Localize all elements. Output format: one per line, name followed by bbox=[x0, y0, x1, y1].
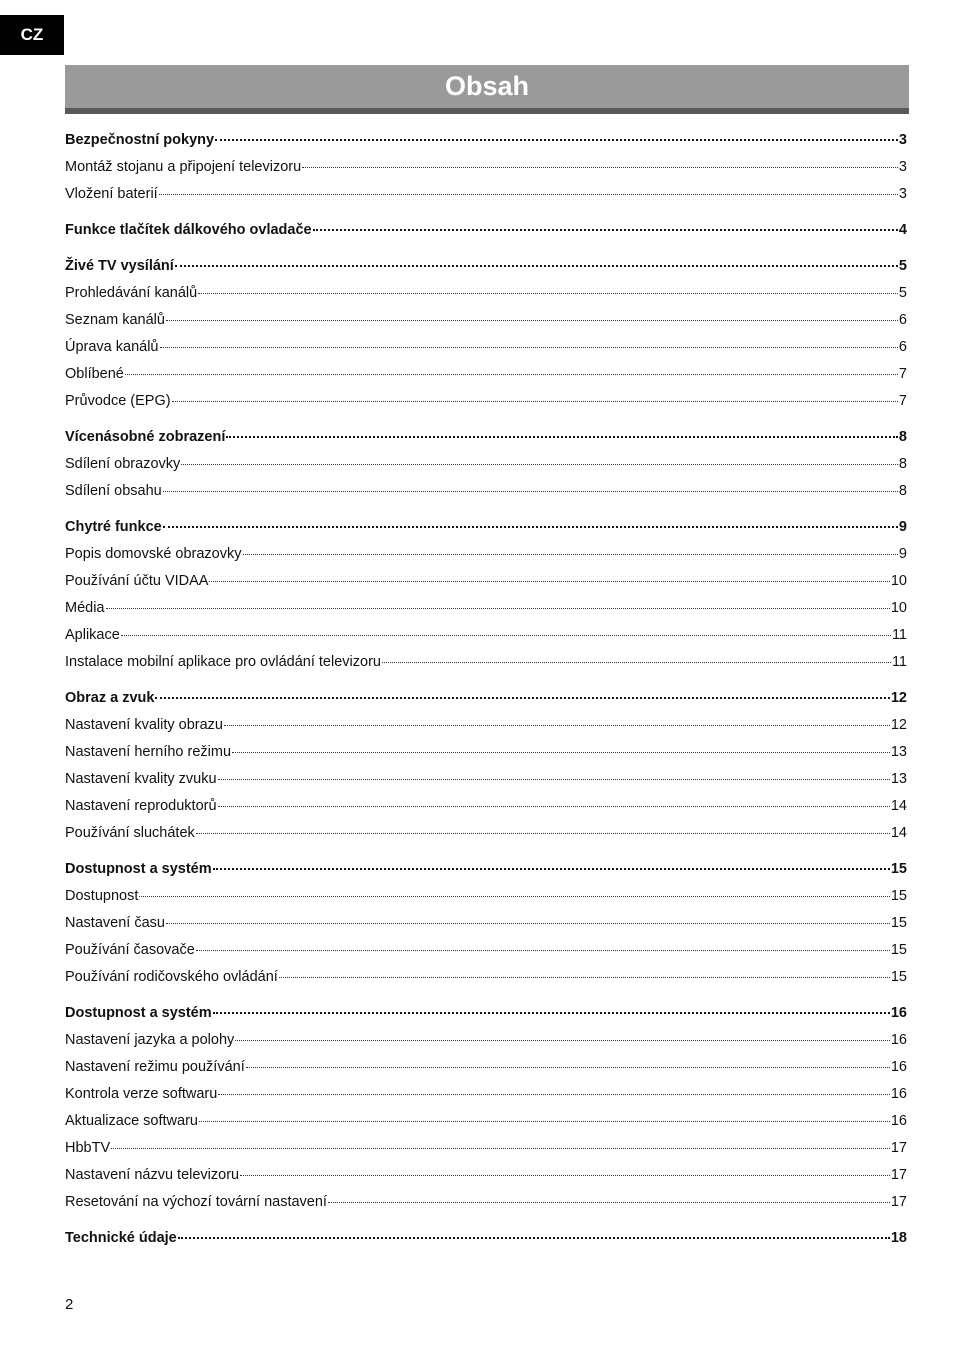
entry-title: Používání rodičovského ovládání bbox=[65, 969, 278, 985]
entry-title: HbbTV bbox=[65, 1140, 111, 1156]
toc-section bbox=[65, 132, 907, 213]
language-badge bbox=[0, 15, 64, 55]
entry-page: 15 bbox=[890, 861, 907, 877]
entry-title: Používání sluchátek bbox=[65, 825, 195, 841]
page-number: 2 bbox=[65, 1296, 74, 1313]
dot-leader bbox=[166, 923, 890, 924]
entry-page: 14 bbox=[890, 825, 907, 841]
entry-title: Vícenásobné zobrazení bbox=[65, 429, 226, 445]
toc-entry[interactable] bbox=[65, 1113, 907, 1140]
toc-entry[interactable] bbox=[65, 339, 907, 366]
dot-leader bbox=[172, 401, 898, 402]
dot-leader bbox=[121, 635, 891, 636]
toc-entry[interactable] bbox=[65, 456, 907, 483]
entry-title: Dostupnost a systém bbox=[65, 861, 212, 877]
toc-entry[interactable] bbox=[65, 393, 907, 420]
toc-entry[interactable] bbox=[65, 717, 907, 744]
toc-entry[interactable] bbox=[65, 915, 907, 942]
toc-section bbox=[65, 1230, 907, 1257]
toc-entry[interactable] bbox=[65, 1032, 907, 1059]
entry-page: 6 bbox=[898, 339, 907, 355]
toc-entry[interactable] bbox=[65, 1086, 907, 1113]
toc-entry[interactable] bbox=[65, 825, 907, 852]
dot-leader bbox=[235, 1040, 890, 1041]
entry-title: Obraz a zvuk bbox=[65, 690, 155, 706]
toc-section bbox=[65, 1005, 907, 1221]
toc-section-entry[interactable] bbox=[65, 690, 907, 717]
entry-title: Bezpečnostní pokyny bbox=[65, 132, 215, 148]
toc-section bbox=[65, 429, 907, 510]
entry-title: Instalace mobilní aplikace pro ovládání televizoru bbox=[65, 654, 381, 670]
toc-entry[interactable] bbox=[65, 186, 907, 213]
entry-page: 15 bbox=[890, 942, 907, 958]
dot-leader bbox=[198, 293, 898, 294]
dot-leader bbox=[218, 1094, 890, 1095]
entry-page: 16 bbox=[890, 1005, 907, 1021]
table-of-contents bbox=[65, 132, 907, 1266]
entry-title: Resetování na výchozí tovární nastavení bbox=[65, 1194, 327, 1210]
entry-title: Média bbox=[65, 600, 105, 616]
toc-section-entry[interactable] bbox=[65, 1005, 907, 1032]
toc-section bbox=[65, 258, 907, 420]
entry-title: Sdílení obrazovky bbox=[65, 456, 181, 472]
entry-title: Technické údaje bbox=[65, 1230, 177, 1246]
dot-leader bbox=[243, 554, 898, 555]
entry-title: Funkce tlačítek dálkového ovladače bbox=[65, 222, 312, 238]
entry-page: 10 bbox=[890, 573, 907, 589]
dot-leader bbox=[111, 1148, 890, 1149]
entry-title: Popis domovské obrazovky bbox=[65, 546, 242, 562]
dot-leader bbox=[328, 1202, 890, 1203]
entry-page: 8 bbox=[898, 429, 907, 445]
dot-leader bbox=[313, 229, 898, 231]
entry-page: 16 bbox=[890, 1086, 907, 1102]
dot-leader bbox=[159, 194, 898, 195]
toc-section-entry[interactable] bbox=[65, 132, 907, 159]
toc-entry[interactable] bbox=[65, 600, 907, 627]
entry-title: Aktualizace softwaru bbox=[65, 1113, 198, 1129]
entry-title: Prohledávání kanálů bbox=[65, 285, 198, 301]
entry-title: Úprava kanálů bbox=[65, 339, 159, 355]
entry-title: Používání účtu VIDAA bbox=[65, 573, 209, 589]
toc-section-entry[interactable] bbox=[65, 1230, 907, 1257]
toc-entry[interactable] bbox=[65, 888, 907, 915]
language-label: CZ bbox=[20, 25, 44, 44]
dot-leader bbox=[213, 868, 890, 870]
toc-entry[interactable] bbox=[65, 312, 907, 339]
entry-title: Dostupnost bbox=[65, 888, 139, 904]
entry-page: 17 bbox=[890, 1140, 907, 1156]
toc-entry[interactable] bbox=[65, 285, 907, 312]
entry-page: 16 bbox=[890, 1059, 907, 1075]
dot-leader bbox=[279, 977, 890, 978]
dot-leader bbox=[139, 896, 890, 897]
entry-title: Aplikace bbox=[65, 627, 120, 643]
page-title-bar bbox=[65, 65, 909, 114]
entry-title: Kontrola verze softwaru bbox=[65, 1086, 218, 1102]
toc-entry[interactable] bbox=[65, 366, 907, 393]
entry-page: 15 bbox=[890, 888, 907, 904]
dot-leader bbox=[163, 491, 898, 492]
dot-leader bbox=[382, 662, 891, 663]
dot-leader bbox=[240, 1175, 890, 1176]
entry-title: Průvodce (EPG) bbox=[65, 393, 171, 409]
entry-page: 6 bbox=[898, 312, 907, 328]
toc-section bbox=[65, 690, 907, 852]
dot-leader bbox=[160, 347, 898, 348]
dot-leader bbox=[232, 752, 890, 753]
toc-entry[interactable] bbox=[65, 798, 907, 825]
entry-page: 12 bbox=[890, 717, 907, 733]
dot-leader bbox=[106, 608, 890, 609]
entry-page: 10 bbox=[890, 600, 907, 616]
dot-leader bbox=[218, 779, 890, 780]
toc-entry[interactable] bbox=[65, 573, 907, 600]
toc-section bbox=[65, 222, 907, 249]
entry-title: Nastavení jazyka a polohy bbox=[65, 1032, 235, 1048]
toc-entry[interactable] bbox=[65, 627, 907, 654]
entry-title: Seznam kanálů bbox=[65, 312, 165, 328]
entry-page: 17 bbox=[890, 1194, 907, 1210]
dot-leader bbox=[209, 581, 889, 582]
toc-entry[interactable] bbox=[65, 1167, 907, 1194]
entry-page: 17 bbox=[890, 1167, 907, 1183]
dot-leader bbox=[181, 464, 898, 465]
dot-leader bbox=[226, 436, 898, 438]
entry-page: 7 bbox=[898, 366, 907, 382]
entry-title: Nastavení herního režimu bbox=[65, 744, 232, 760]
toc-entry[interactable] bbox=[65, 744, 907, 771]
entry-title: Nastavení kvality obrazu bbox=[65, 717, 223, 733]
dot-leader bbox=[224, 725, 890, 726]
toc-entry[interactable] bbox=[65, 1140, 907, 1167]
entry-page: 14 bbox=[890, 798, 907, 814]
toc-entry[interactable] bbox=[65, 1059, 907, 1086]
dot-leader bbox=[196, 833, 890, 834]
entry-page: 16 bbox=[890, 1113, 907, 1129]
toc-section-entry[interactable] bbox=[65, 519, 907, 546]
entry-page: 8 bbox=[898, 456, 907, 472]
dot-leader bbox=[155, 697, 889, 699]
entry-title: Živé TV vysílání bbox=[65, 258, 174, 274]
entry-page: 15 bbox=[890, 915, 907, 931]
dot-leader bbox=[166, 320, 898, 321]
entry-page: 7 bbox=[898, 393, 907, 409]
entry-page: 11 bbox=[891, 627, 907, 643]
page-title: Obsah bbox=[444, 71, 530, 101]
toc-entry[interactable] bbox=[65, 1194, 907, 1221]
dot-leader bbox=[246, 1067, 890, 1068]
entry-title: Chytré funkce bbox=[65, 519, 162, 535]
entry-page: 3 bbox=[898, 186, 907, 202]
entry-page: 9 bbox=[898, 519, 907, 535]
dot-leader bbox=[215, 139, 898, 141]
dot-leader bbox=[218, 806, 890, 807]
entry-page: 9 bbox=[898, 546, 907, 562]
toc-entry[interactable] bbox=[65, 483, 907, 510]
entry-page: 8 bbox=[898, 483, 907, 499]
entry-page: 13 bbox=[890, 771, 907, 787]
toc-entry[interactable] bbox=[65, 654, 907, 681]
entry-title: Nastavení režimu používání bbox=[65, 1059, 245, 1075]
entry-page: 13 bbox=[890, 744, 907, 760]
dot-leader bbox=[196, 950, 890, 951]
toc-entry[interactable] bbox=[65, 942, 907, 969]
entry-title: Sdílení obsahu bbox=[65, 483, 162, 499]
entry-page: 3 bbox=[898, 159, 907, 175]
toc-section bbox=[65, 861, 907, 996]
dot-leader bbox=[302, 167, 898, 168]
dot-leader bbox=[178, 1237, 890, 1239]
entry-title: Vložení baterií bbox=[65, 186, 158, 202]
toc-entry[interactable] bbox=[65, 969, 907, 996]
entry-title: Oblíbené bbox=[65, 366, 124, 382]
entry-title: Nastavení názvu televizoru bbox=[65, 1167, 240, 1183]
dot-leader bbox=[213, 1012, 890, 1014]
entry-title: Používání časovače bbox=[65, 942, 195, 958]
entry-page: 15 bbox=[890, 969, 907, 985]
dot-leader bbox=[163, 526, 898, 528]
entry-title: Nastavení reproduktorů bbox=[65, 798, 217, 814]
toc-section-entry[interactable] bbox=[65, 258, 907, 285]
entry-page: 16 bbox=[890, 1032, 907, 1048]
entry-page: 3 bbox=[898, 132, 907, 148]
toc-entry[interactable] bbox=[65, 546, 907, 573]
entry-page: 12 bbox=[890, 690, 907, 706]
dot-leader bbox=[199, 1121, 890, 1122]
entry-title: Montáž stojanu a připojení televizoru bbox=[65, 159, 302, 175]
dot-leader bbox=[175, 265, 898, 267]
dot-leader bbox=[125, 374, 898, 375]
toc-section bbox=[65, 519, 907, 681]
entry-page: 5 bbox=[898, 258, 907, 274]
toc-section-entry[interactable] bbox=[65, 861, 907, 888]
entry-page: 4 bbox=[898, 222, 907, 238]
entry-title: Nastavení kvality zvuku bbox=[65, 771, 217, 787]
entry-page: 11 bbox=[891, 654, 907, 670]
entry-title: Dostupnost a systém bbox=[65, 1005, 212, 1021]
toc-entry[interactable] bbox=[65, 771, 907, 798]
entry-page: 5 bbox=[898, 285, 907, 301]
toc-section-entry[interactable] bbox=[65, 222, 907, 249]
entry-title: Nastavení času bbox=[65, 915, 165, 931]
toc-entry[interactable] bbox=[65, 159, 907, 186]
toc-section-entry[interactable] bbox=[65, 429, 907, 456]
entry-page: 18 bbox=[890, 1230, 907, 1246]
